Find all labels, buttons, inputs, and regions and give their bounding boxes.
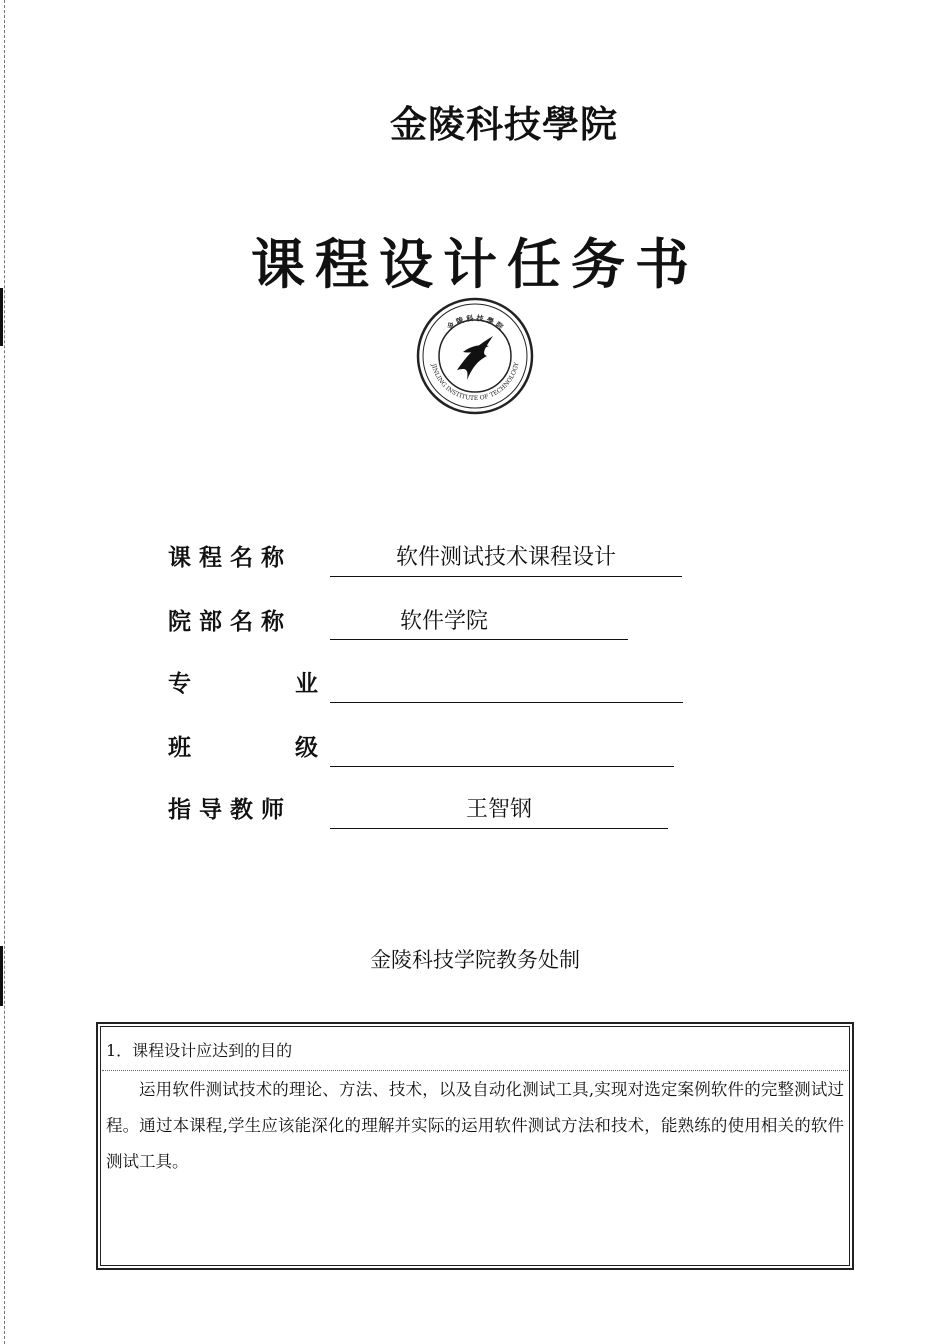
- field-major-label: [168, 664, 318, 704]
- field-major-value: [330, 664, 683, 703]
- field-class-value: [330, 728, 674, 767]
- field-course-value: 软件测试技术课程设计: [330, 538, 682, 577]
- emblem-top-text: 金 陵 科 技 學 院: [445, 313, 505, 332]
- field-class: [168, 728, 688, 768]
- purpose-divider: [102, 1070, 848, 1071]
- field-class-label: [168, 728, 318, 768]
- school-emblem-logo: [415, 296, 535, 416]
- purpose-heading: 1．课程设计应达到的目的: [106, 1041, 293, 1060]
- issuer-text: 金陵科技学院教务处制: [370, 948, 580, 972]
- field-advisor: [168, 790, 678, 830]
- purpose-body: 运用软件测试技术的理论、方法、技术，以及自动化测试工具,实现对选定案例软件的完整测试过程。通过本课程,学生应该能深化的理解并实际的运用软件测试方法和技术，能熟练的使用相关的软件测试工具。: [106, 1080, 844, 1171]
- purpose-section: [96, 1022, 854, 1270]
- field-class-label-last: 级: [295, 735, 318, 761]
- document-title: 课程设计任务书: [251, 232, 699, 296]
- field-course: [168, 538, 688, 578]
- emblem-ring-text: JINLING INSTITUTE OF TECHNOLOGY: [429, 361, 521, 403]
- field-major-label-first: 专: [168, 671, 191, 697]
- field-department-label: 院 部 名 称: [168, 609, 285, 635]
- field-advisor-value: 王智钢: [330, 790, 668, 829]
- field-class-label-first: 班: [168, 735, 191, 761]
- field-major: [168, 664, 688, 704]
- field-department: [168, 602, 638, 642]
- binding-line: [4, 0, 5, 1344]
- field-advisor-label: 指 导 教 师: [168, 797, 285, 823]
- field-major-label-last: 业: [295, 671, 318, 697]
- school-name: 金陵科技學院: [390, 102, 618, 146]
- field-department-value: 软件学院: [330, 602, 628, 640]
- field-course-label: 课 程 名 称: [168, 545, 285, 571]
